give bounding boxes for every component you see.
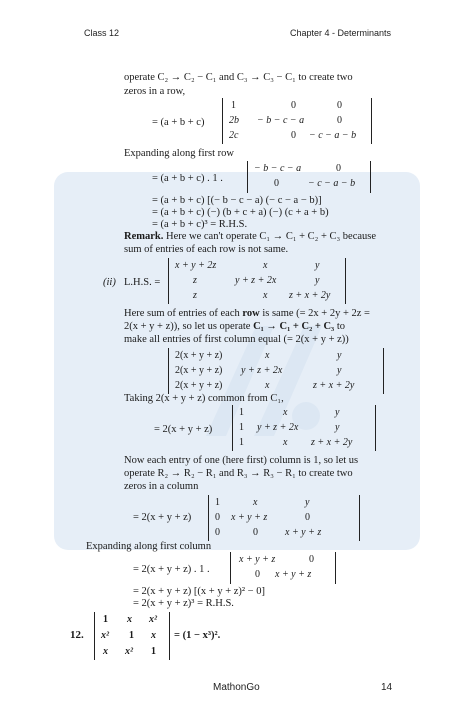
det4-cell: 2(x + y + z) — [175, 365, 223, 376]
text-here-1 — [124, 308, 370, 320]
text-expanding-column: Expanding along first column — [86, 541, 212, 552]
text-operate: operate C₂ → C₂ − C₁ and C₃ → C₃ − C₁ to create two — [124, 72, 353, 83]
det3-cell: x — [263, 290, 268, 301]
det8-cell: x — [151, 630, 156, 641]
eq-step-3: = (a + b + c) (−) (b + c + a) (−) (c + a + b) — [152, 207, 329, 218]
eq-factor-3: = 2(x + y + z) — [133, 512, 192, 523]
det4-cell: z + x + 2y — [313, 380, 355, 391]
det5-cell: 1 — [239, 437, 244, 448]
det3-cell: x + y + 2z — [175, 260, 217, 271]
det4-cell: 2(x + y + z) — [175, 380, 223, 391]
det6-cell: y — [305, 497, 310, 508]
det4-cell: x — [265, 350, 270, 361]
det3-cell: z — [193, 275, 197, 286]
text-here-2 — [124, 321, 345, 333]
determinant-2 — [247, 161, 371, 193]
det1-cell: 0 — [291, 100, 296, 111]
det3-cell: y + z + 2x — [235, 275, 277, 286]
eq-expand-1: = (a + b + c) . 1 . — [152, 173, 223, 184]
question-number-12: 12. — [70, 629, 84, 641]
det6-cell: 0 — [215, 527, 220, 538]
eq-expand-4: = 2(x + y + z)³ = R.H.S. — [133, 598, 234, 609]
eq-step-4: = (a + b + c)³ = R.H.S. — [152, 219, 248, 230]
det7-cell: x + y + z — [239, 554, 276, 565]
det2-cell: 0 — [336, 163, 341, 174]
det8-cell: x² — [101, 630, 109, 641]
det1-cell: 0 — [337, 115, 342, 126]
det1-cell: 0 — [291, 130, 296, 141]
eq-step-2: = (a + b + c) [(− b − c − a) (− c − a − b)] — [152, 195, 322, 206]
determinant-8 — [94, 612, 170, 660]
remark-line-2: sum of entries of each row is not same. — [124, 244, 289, 255]
text-expanding-row: Expanding along first row — [124, 148, 234, 159]
eq-factor-2: = 2(x + y + z) — [154, 424, 213, 435]
det2-cell: 0 — [274, 178, 279, 189]
det8-cell: 1 — [129, 630, 134, 641]
det5-cell: z + x + 2y — [311, 437, 353, 448]
det3-cell: z + x + 2y — [289, 290, 331, 301]
det4-cell: y — [337, 350, 342, 361]
text-now-1: Now each entry of one (here first) column is 1, so let us — [124, 455, 359, 466]
eq-expand-3: = 2(x + y + z) [(x + y + z)² − 0] — [133, 586, 265, 597]
det6-cell: 0 — [305, 512, 310, 523]
det8-cell: x — [103, 646, 108, 657]
footer-brand: MathonGo — [213, 682, 260, 693]
question-12-rhs: = (1 − x³)². — [174, 630, 221, 641]
det5-cell: y — [335, 407, 340, 418]
determinant-1 — [222, 98, 372, 144]
det2-cell: − b − c − a — [254, 163, 302, 174]
text-here-1c: is same (= 2x + 2y + 2z = — [259, 308, 370, 319]
remark-heading: Remark. — [124, 231, 164, 242]
det5-cell: 1 — [239, 407, 244, 418]
text-here-1b: row — [242, 308, 260, 319]
det6-cell: x — [253, 497, 258, 508]
text-now-3: zeros in a column — [124, 481, 199, 492]
det8-cell: 1 — [103, 614, 108, 625]
det7-cell: x + y + z — [275, 569, 312, 580]
det7-cell: 0 — [309, 554, 314, 565]
text-zeros-row: zeros in a row, — [124, 86, 186, 97]
determinant-4 — [168, 348, 384, 394]
det8-cell: x² — [125, 646, 133, 657]
det5-cell: y + z + 2x — [257, 422, 299, 433]
determinant-3 — [168, 258, 346, 304]
eq-abc-factor: = (a + b + c) — [152, 117, 205, 128]
det4-cell: 2(x + y + z) — [175, 350, 223, 361]
det6-cell: 1 — [215, 497, 220, 508]
determinant-6 — [208, 495, 360, 541]
det1-cell: − b − c − a — [257, 115, 305, 126]
det1-cell: 1 — [231, 100, 236, 111]
det2-cell: − c − a − b — [308, 178, 356, 189]
det1-cell: − c − a − b — [309, 130, 357, 141]
det3-cell: y — [315, 260, 320, 271]
header-chapter: Chapter 4 - Determinants — [290, 28, 392, 38]
text-here-1a: Here sum of entries of each — [124, 308, 243, 319]
remark-text: Here we can't operate C₁ → C₁ + C₂ + C₃ because — [163, 231, 377, 242]
det6-cell: x + y + z — [231, 512, 268, 523]
footer-page-number: 14 — [381, 682, 393, 693]
eq-expand-2: = 2(x + y + z) . 1 . — [133, 564, 210, 575]
text-here-2b: C₁ → C₁ + C₂ + C₃ — [253, 321, 335, 332]
text-now-2: operate R₂ → R₂ − R₁ and R₃ → R₃ − R₁ to create two — [124, 468, 353, 479]
det3-cell: y — [315, 275, 320, 286]
det8-cell: x — [127, 614, 132, 625]
det6-cell: 0 — [215, 512, 220, 523]
det1-cell: 0 — [337, 100, 342, 111]
det5-cell: x — [283, 407, 288, 418]
det8-cell: x² — [149, 614, 157, 625]
lhs-label: L.H.S. = — [124, 277, 161, 288]
text-here-2a: 2(x + y + z)), so let us operate — [124, 321, 254, 332]
det7-cell: 0 — [255, 569, 260, 580]
det3-cell: x — [263, 260, 268, 271]
det6-cell: 0 — [253, 527, 258, 538]
text-taking: Taking 2(x + y + z) common from C₁, — [124, 393, 284, 404]
part-ii-label: (ii) — [103, 277, 116, 288]
det3-cell: z — [193, 290, 197, 301]
det5-cell: 1 — [239, 422, 244, 433]
det8-cell: 1 — [151, 646, 156, 657]
det4-cell: x — [265, 380, 270, 391]
det1-cell: 2c — [229, 130, 239, 141]
det4-cell: y — [337, 365, 342, 376]
text-here-3: make all entries of first column equal (= 2(x + y + z)) — [124, 334, 349, 345]
det1-cell: 2b — [229, 115, 239, 126]
determinant-5 — [232, 405, 376, 451]
det5-cell: x — [283, 437, 288, 448]
determinant-7 — [230, 552, 336, 584]
det4-cell: y + z + 2x — [241, 365, 283, 376]
text-here-2c: to — [334, 321, 345, 332]
remark-line-1 — [124, 231, 376, 243]
det5-cell: y — [335, 422, 340, 433]
det6-cell: x + y + z — [285, 527, 322, 538]
header-class: Class 12 — [84, 28, 120, 38]
